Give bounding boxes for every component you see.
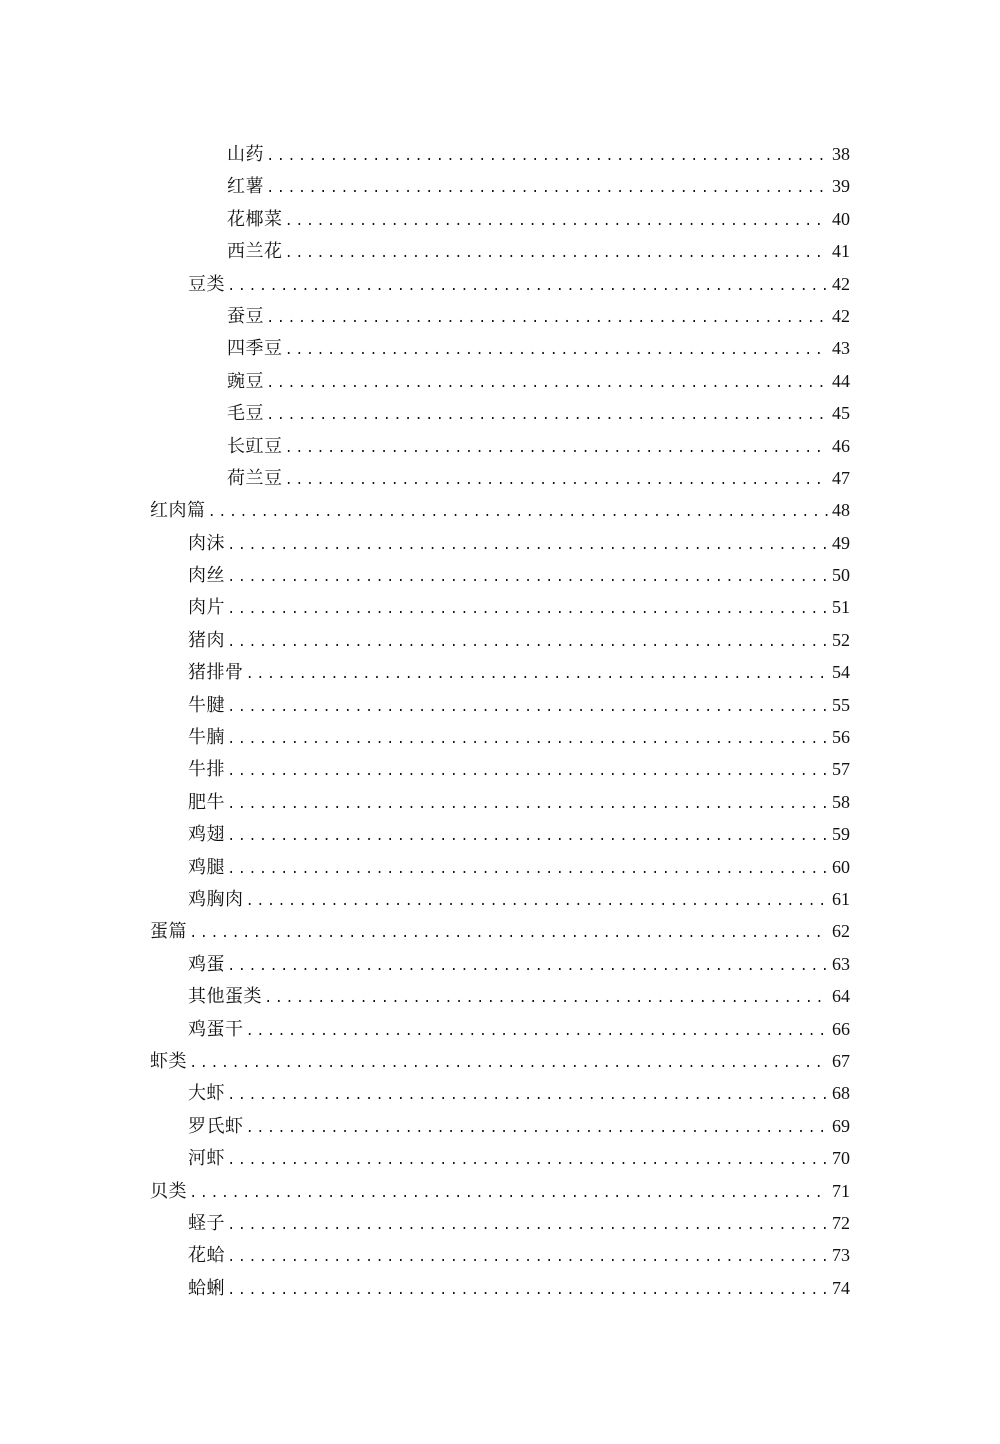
toc-entry[interactable] [0, 430, 1000, 462]
toc-entry[interactable] [0, 1142, 1000, 1174]
toc-entry-label: 蛤蜊 [188, 1277, 225, 1299]
toc-page-number: 49 [832, 532, 850, 553]
toc-dot-leader [266, 303, 828, 335]
toc-entry-label: 河虾 [188, 1148, 225, 1170]
toc-page-number: 40 [832, 208, 850, 229]
toc-entry-label: 猪肉 [188, 629, 225, 651]
toc-entry[interactable] [0, 851, 1000, 883]
toc-page-number: 46 [832, 435, 850, 456]
toc-entry[interactable] [0, 203, 1000, 235]
toc-entry-label: 西兰花 [227, 241, 283, 263]
toc-dot-leader [285, 335, 829, 367]
toc-page-number: 45 [832, 403, 850, 424]
toc-dot-leader [227, 530, 828, 562]
toc-page-number: 55 [832, 694, 850, 715]
toc-entry-label: 牛腩 [188, 727, 225, 749]
toc-entry[interactable] [0, 1272, 1000, 1304]
toc-dot-leader [246, 1016, 829, 1048]
toc-entry[interactable] [0, 1013, 1000, 1045]
toc-dot-leader [227, 724, 828, 756]
toc-page-number: 42 [832, 273, 850, 294]
toc-entry-label: 山药 [227, 144, 264, 165]
toc-entry[interactable] [0, 1077, 1000, 1109]
toc-dot-leader [208, 497, 829, 529]
toc-dot-leader [266, 173, 828, 205]
toc-entry[interactable] [0, 980, 1000, 1012]
toc-dot-leader [266, 368, 828, 400]
toc-dot-leader [189, 1178, 828, 1210]
toc-entry-label: 肉丝 [188, 565, 225, 587]
toc-entry-label: 虾类 [150, 1050, 187, 1072]
toc-entry-label: 荷兰豆 [227, 467, 283, 489]
toc-entry-label: 贝类 [150, 1180, 187, 1202]
toc-page-number: 68 [832, 1083, 850, 1104]
toc-page-number: 66 [832, 1018, 850, 1039]
toc-page-number: 58 [832, 791, 850, 812]
toc-entry-label: 罗氏虾 [188, 1115, 244, 1137]
toc-entry-label: 长豇豆 [227, 435, 283, 457]
toc-entry-label: 其他蛋类 [188, 986, 262, 1008]
toc-page-number: 60 [832, 856, 850, 877]
toc-entry-label: 肥牛 [188, 791, 225, 813]
toc-dot-leader [227, 594, 828, 626]
toc-dot-leader [227, 1145, 828, 1177]
toc-page-number: 67 [832, 1050, 850, 1071]
toc-dot-leader [227, 756, 828, 788]
toc-dot-leader [227, 1210, 828, 1242]
table-of-contents [0, 138, 1000, 1304]
toc-entry-label: 豆类 [188, 273, 225, 295]
toc-entry[interactable] [0, 1045, 1000, 1077]
toc-entry-label: 花椰菜 [227, 208, 283, 230]
toc-entry-label: 豌豆 [227, 370, 264, 392]
toc-entry-label: 牛排 [188, 759, 225, 781]
toc-entry-label: 蛋篇 [150, 921, 187, 943]
toc-entry[interactable] [0, 1175, 1000, 1207]
toc-dot-leader [227, 854, 828, 886]
toc-page-number: 50 [832, 565, 850, 586]
toc-entry-label: 鸡胸肉 [188, 888, 244, 910]
toc-dot-leader [227, 821, 828, 853]
toc-dot-leader [227, 1275, 828, 1307]
toc-entry[interactable] [0, 365, 1000, 397]
toc-entry[interactable] [0, 235, 1000, 267]
toc-dot-leader [285, 433, 829, 465]
toc-page-number: 38 [832, 144, 850, 164]
toc-entry-label: 蚕豆 [227, 305, 264, 327]
toc-page-number: 42 [832, 305, 850, 326]
toc-entry-label: 鸡腿 [188, 856, 225, 878]
toc-entry-label: 花蛤 [188, 1245, 225, 1267]
toc-dot-leader [264, 983, 828, 1015]
toc-dot-leader [246, 659, 829, 691]
toc-dot-leader [227, 1080, 828, 1112]
toc-entry[interactable] [0, 397, 1000, 429]
toc-dot-leader [227, 1242, 828, 1274]
toc-dot-leader [246, 886, 829, 918]
toc-dot-leader [285, 465, 829, 497]
toc-entry[interactable] [0, 170, 1000, 202]
toc-page-number: 43 [832, 338, 850, 359]
toc-page-number: 51 [832, 597, 850, 618]
toc-page-number: 63 [832, 953, 850, 974]
toc-entry[interactable] [0, 1239, 1000, 1271]
toc-page-number: 62 [832, 921, 850, 942]
toc-entry[interactable] [0, 268, 1000, 300]
toc-entry[interactable] [0, 559, 1000, 591]
toc-dot-leader [285, 206, 829, 238]
toc-entry[interactable] [0, 883, 1000, 915]
toc-dot-leader [227, 271, 828, 303]
toc-page-number: 72 [832, 1212, 850, 1233]
toc-entry-label: 牛腱 [188, 694, 225, 716]
toc-entry[interactable] [0, 138, 1000, 170]
toc-page-number: 48 [832, 500, 850, 521]
toc-entry[interactable] [0, 624, 1000, 656]
toc-page-number: 56 [832, 727, 850, 748]
toc-page-number: 69 [832, 1115, 850, 1136]
toc-entry-label: 蛏子 [188, 1212, 225, 1234]
toc-page-number: 61 [832, 888, 850, 909]
toc-page-number: 57 [832, 759, 850, 780]
toc-dot-leader [227, 692, 828, 724]
toc-entry[interactable] [0, 1110, 1000, 1142]
toc-page-number: 59 [832, 824, 850, 845]
toc-entry[interactable] [0, 786, 1000, 818]
toc-entry[interactable] [0, 656, 1000, 688]
toc-dot-leader [246, 1113, 829, 1145]
toc-entry[interactable] [0, 462, 1000, 494]
toc-entry-label: 红薯 [227, 176, 264, 198]
toc-dot-leader [227, 627, 828, 659]
toc-dot-leader [227, 562, 828, 594]
toc-entry[interactable] [0, 689, 1000, 721]
toc-entry-label: 大虾 [188, 1083, 225, 1105]
toc-page-number: 39 [832, 176, 850, 197]
toc-page-number: 70 [832, 1148, 850, 1169]
toc-entry-label: 肉片 [188, 597, 225, 619]
toc-entry-label: 毛豆 [227, 403, 264, 425]
toc-entry[interactable] [0, 591, 1000, 623]
toc-entry-label: 鸡蛋干 [188, 1018, 244, 1040]
toc-entry[interactable] [0, 915, 1000, 947]
toc-dot-leader [189, 1048, 828, 1080]
toc-page-number: 74 [832, 1277, 850, 1298]
toc-page-number: 71 [832, 1180, 850, 1201]
toc-dot-leader [266, 400, 828, 432]
toc-dot-leader [189, 918, 828, 950]
toc-page-number: 47 [832, 467, 850, 488]
toc-entry[interactable] [0, 948, 1000, 980]
toc-entry-label: 肉沫 [188, 532, 225, 554]
toc-entry-label: 四季豆 [227, 338, 283, 360]
toc-entry-label: 鸡蛋 [188, 953, 225, 975]
toc-dot-leader [285, 238, 829, 270]
toc-page-number: 73 [832, 1245, 850, 1266]
toc-entry-label: 鸡翅 [188, 824, 225, 846]
toc-entry-label: 红肉篇 [150, 500, 206, 522]
toc-entry[interactable] [0, 721, 1000, 753]
toc-entry[interactable] [0, 527, 1000, 559]
toc-entry[interactable] [0, 1207, 1000, 1239]
toc-page-number: 54 [832, 662, 850, 683]
toc-page-number: 44 [832, 370, 850, 391]
toc-entry[interactable] [0, 332, 1000, 364]
toc-dot-leader [266, 141, 828, 173]
toc-page-number: 64 [832, 986, 850, 1007]
toc-entry[interactable] [0, 753, 1000, 785]
toc-entry-label: 猪排骨 [188, 662, 244, 684]
toc-dot-leader [227, 789, 828, 821]
toc-page-number: 41 [832, 241, 850, 262]
toc-entry[interactable] [0, 300, 1000, 332]
toc-dot-leader [227, 951, 828, 983]
toc-entry[interactable] [0, 494, 1000, 526]
toc-entry[interactable] [0, 818, 1000, 850]
toc-page-number: 52 [832, 629, 850, 650]
